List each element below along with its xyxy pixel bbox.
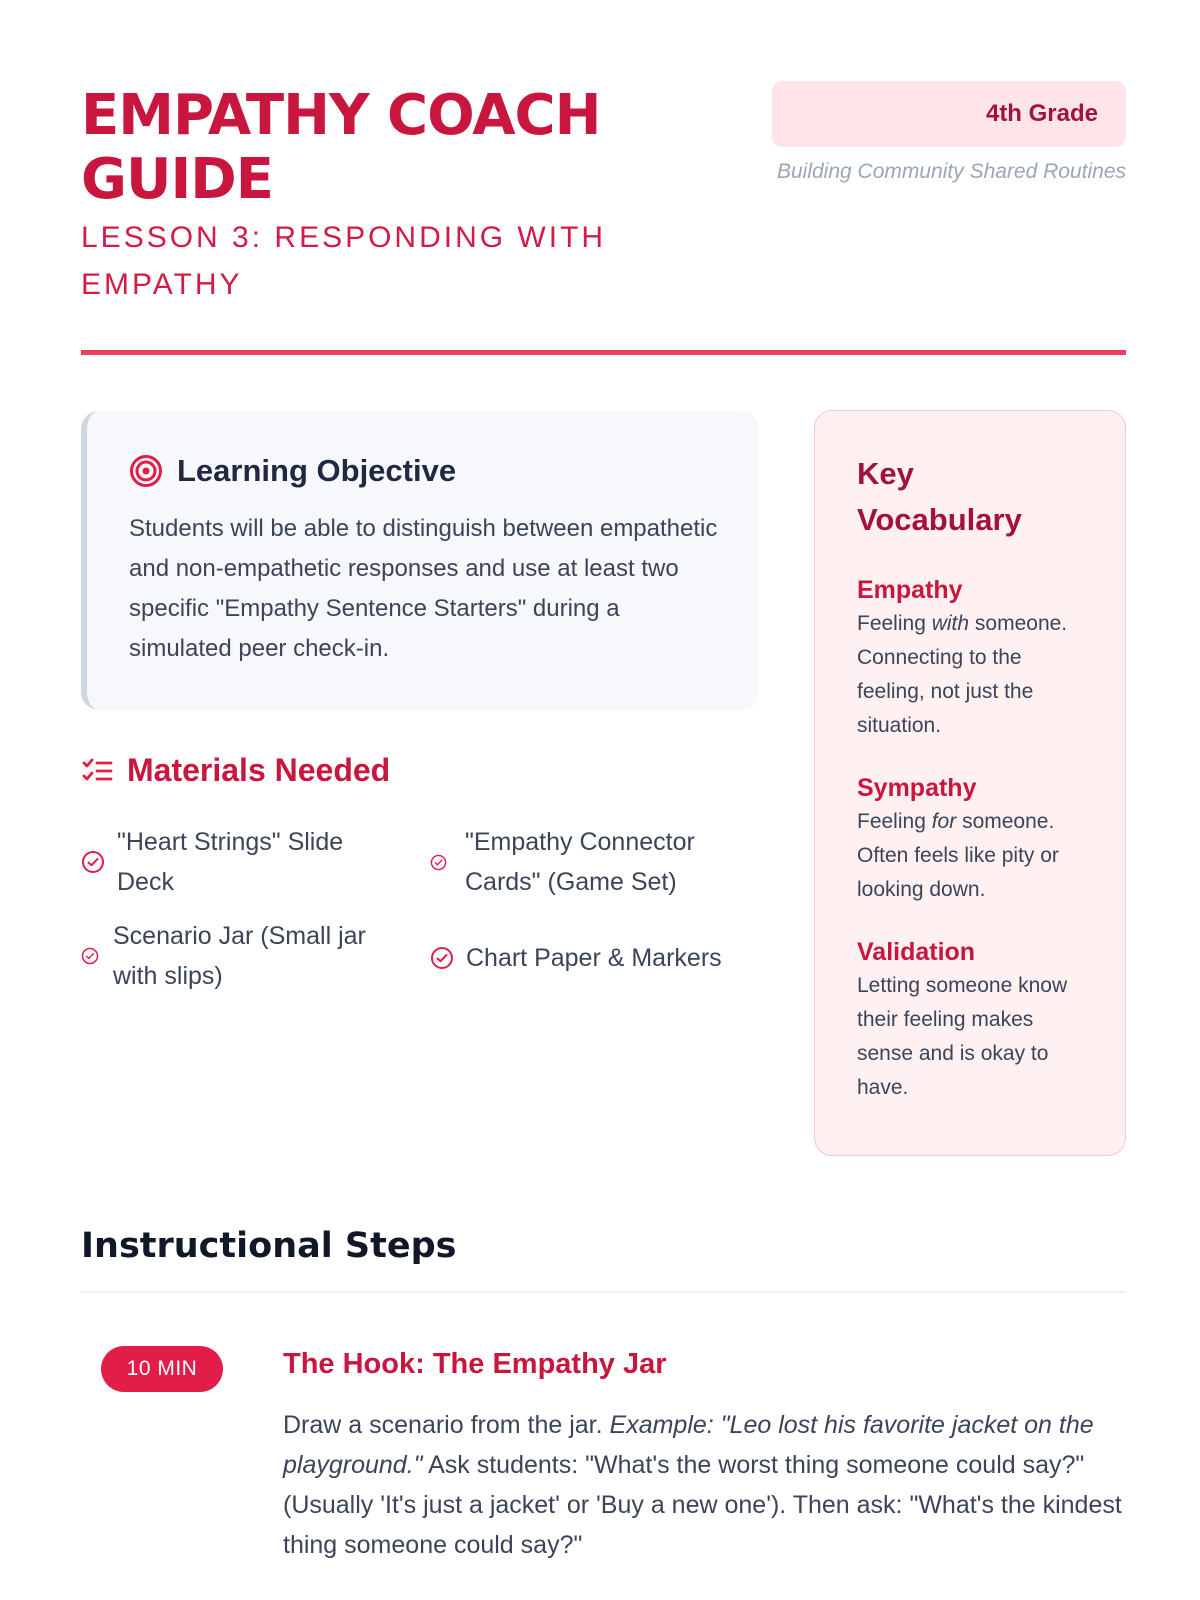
learning-objective-card	[81, 411, 759, 710]
lesson-subtitle: LESSON 3: RESPONDING WITH EMPATHY	[81, 221, 607, 301]
materials-header	[81, 752, 390, 789]
target-icon	[129, 454, 163, 488]
term-name: Sympathy	[857, 774, 977, 802]
material-label: "Empathy Connector Cards" (Game Set)	[465, 828, 695, 896]
check-circle-icon	[430, 854, 447, 871]
material-item	[430, 938, 760, 978]
check-circle-icon	[81, 947, 99, 965]
check-circle-icon	[430, 946, 454, 970]
vocab-term	[857, 935, 1095, 1105]
key-vocabulary-card	[814, 410, 1126, 1156]
step-title: The Hook: The Empathy Jar	[283, 1348, 667, 1380]
step-description: Draw a scenario from the jar. Example: "Leo lost his favorite jacket on the playground." Ask students: "What's the worst thing someone could say?" (Usually 'It's just a jacket' or 'Buy a new one'). Then ask: "What's the kindest thing someone could say?"	[283, 1411, 1122, 1559]
material-label: Scenario Jar (Small jar with slips)	[113, 922, 366, 990]
steps-divider	[81, 1291, 1126, 1293]
material-label: "Heart Strings" Slide Deck	[117, 828, 344, 896]
term-name: Validation	[857, 938, 976, 966]
objective-text: Students will be able to distinguish between empathetic and non-empathetic responses and use at least two specific "Empathy Sentence Starters" during a simulated peer check-in.	[129, 515, 718, 662]
material-item	[430, 822, 750, 902]
objective-title: Learning Objective	[177, 453, 457, 488]
time-label: 10 MIN	[126, 1357, 198, 1380]
time-badge	[101, 1346, 223, 1392]
material-item	[81, 916, 401, 996]
grade-label: 4th Grade	[985, 100, 1098, 127]
term-definition: Feeling for someone. Often feels like pity or looking down.	[857, 810, 1059, 901]
checklist-icon	[81, 755, 113, 787]
vocab-term	[857, 573, 1095, 743]
vocab-term	[857, 771, 1095, 907]
material-item	[81, 822, 401, 902]
unit-name: Building Community Shared Routines	[776, 160, 1126, 183]
term-definition: Feeling with someone. Connecting to the feeling, not just the situation.	[857, 612, 1068, 737]
check-circle-icon	[81, 850, 105, 874]
term-definition: Letting someone know their feeling makes sense and is okay to have.	[857, 974, 1068, 1099]
document-title: EMPATHY COACH GUIDE	[81, 83, 601, 212]
vocabulary-title: Key Vocabulary	[857, 456, 1022, 537]
instructional-steps-title: Instructional Steps	[81, 1226, 457, 1266]
term-name: Empathy	[857, 576, 963, 604]
materials-title: Materials Needed	[127, 752, 391, 788]
header-divider	[81, 350, 1126, 355]
material-label: Chart Paper & Markers	[466, 944, 722, 972]
objective-header	[129, 453, 719, 489]
grade-badge	[772, 81, 1126, 147]
vocabulary-list	[857, 573, 1095, 1105]
